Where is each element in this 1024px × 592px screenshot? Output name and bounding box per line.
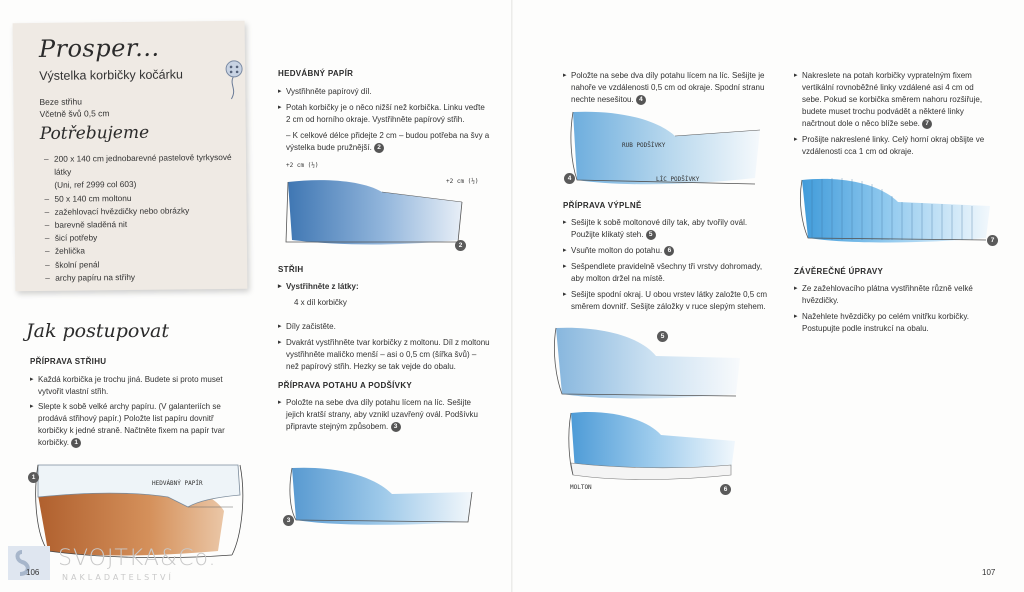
step-number: 5 xyxy=(646,230,656,240)
figure-number: 6 xyxy=(720,484,731,495)
section-heading: PŘÍPRAVA VÝPLNĚ xyxy=(563,201,642,210)
section-heading: STŘIH xyxy=(278,265,304,274)
figure-label: RUB PODŠÍVKY xyxy=(622,142,666,149)
list-item: – zažehlovací hvězdičky nebo obrázky xyxy=(45,204,245,219)
figure-number: 4 xyxy=(564,173,575,184)
bullet-text: ▸ Potah korbičky je o něco nižší než korbička. Linku veďte 2 cm od horního okraje. Vystřihněte papírový střih. xyxy=(278,102,490,126)
bullet-copy: Položte na sebe dva díly potahu lícem na líc. Sešijte je nahoře ve vzdálenosti 0,5 cm od okraje. Spodní stranu nechte nesešitou. xyxy=(571,71,765,104)
bullet-text: ▸ Každá korbička je trochu jiná. Budete si proto muset vytvořit vlastní střih. xyxy=(30,374,235,398)
seam-note: Včetně švů 0,5 cm xyxy=(39,108,110,119)
figure-molton-inserted xyxy=(565,405,745,487)
bullet-copy: Slepte k sobě velké archy papíru. (V galanteriích se prodává střihový papír.) Položte list papíru dovnitř korbičky k jedné straně. Načtněte fixem na papír tvar korbičky. xyxy=(38,402,225,447)
figure-molton-oval xyxy=(550,322,750,402)
page-fold xyxy=(511,0,513,592)
bullet-text: ▸ Vystřihněte z látky: xyxy=(278,281,490,293)
figure-pattern-outline xyxy=(282,168,472,252)
figure-label: LÍC PODŠÍVKY xyxy=(656,176,700,183)
instruction-block xyxy=(278,281,490,373)
page-number-right: 107 xyxy=(982,568,996,577)
list-item: – žehlička xyxy=(45,243,245,258)
bullet-text: ▸ Dvakrát vystřihněte tvar korbičky z moltonu. Díl z moltonu vystřihněte maličko menší – asi o 0,5 cm (šířka švů) – než papírový střih. Hezky se tak vejde do obalu. xyxy=(278,337,490,373)
list-item: – šicí potřeby xyxy=(45,230,245,245)
bullet-text: ▸ Vystřihněte papírový díl. xyxy=(278,86,490,98)
figure-label: MOLTON xyxy=(570,484,592,491)
instruction-block xyxy=(794,70,994,158)
instruction-block xyxy=(278,86,490,154)
bullet-text: ▸ Prošijte nakreslené linky. Celý horní okraj obšijte ve vzdálenosti cca 1 cm od okraje. xyxy=(794,134,994,158)
figure-number: 2 xyxy=(455,240,466,251)
materials-list xyxy=(44,151,245,285)
list-item: – barevně sladěná nit xyxy=(45,217,245,232)
section-heading: PŘÍPRAVA POTAHU A PODŠÍVKY xyxy=(278,381,413,390)
sub-item: 4 x díl korbičky xyxy=(294,298,347,307)
bullet-copy: Nakreslete na potah korbičky vypratelným fixem vertikální rovnoběžné linky vzdálené asi 4 cm od sebe. Pokud se korbička směrem nahoru rozšiřuje, budete muset trochu podvádět a některé linky načrtnout dole o něco blíže sebe. xyxy=(802,71,983,128)
bullet-text: ▸ Díly začistěte. xyxy=(278,321,490,333)
figure-number: 7 xyxy=(987,235,998,246)
step-number: 7 xyxy=(922,119,932,129)
bullet-text xyxy=(794,70,994,130)
section-heading: HEDVÁBNÝ PAPÍR xyxy=(278,69,354,78)
bullet-text: ▸ Sešijte spodní okraj. U obou vrstev látky založte 0,5 cm směrem dovnitř. Sešijte záložky v ruce slepým stehem. xyxy=(563,289,768,313)
bullet-text xyxy=(30,401,235,449)
step-number: 2 xyxy=(374,143,384,153)
sub-note xyxy=(278,130,490,154)
bullet-text xyxy=(278,397,490,433)
instructions-heading: Jak postupovat xyxy=(26,320,170,342)
figure-number: 3 xyxy=(283,515,294,526)
page-number-left: 106 xyxy=(26,568,40,577)
section-heading: PŘÍPRAVA STŘIHU xyxy=(30,357,107,366)
instruction-block xyxy=(563,217,768,313)
materials-heading: Potřebujeme xyxy=(39,122,150,144)
project-subtitle: Výstelka korbičky kočárku xyxy=(39,67,184,83)
list-item: – školní penál xyxy=(45,256,245,271)
bullet-text: ▸ Ze zažehlovacího plátna vystřihněte různě velké hvězdičky. xyxy=(794,283,994,307)
bullet-copy: Vsuňte molton do potahu. xyxy=(571,246,663,255)
instruction-paragraph xyxy=(30,374,235,398)
step-number: 6 xyxy=(664,246,674,256)
figure-label: HEDVÁBNÝ PAPÍR xyxy=(152,480,203,487)
bullet-copy: Sešijte k sobě moltonové díly tak, aby tvořily ovál. Použijte klikatý steh. xyxy=(571,218,748,239)
bullet-text: ▸ Nažehlete hvězdičky po celém vnitřku korbičky. Postupujte podle instrukcí na obalu. xyxy=(794,311,994,335)
step-number: 1 xyxy=(71,438,81,448)
section-heading: ZÁVĚREČNÉ ÚPRAVY xyxy=(794,267,884,276)
list-item: – 200 x 140 cm jednobarevné pastelově tyrkysové látky xyxy=(44,151,244,179)
figure-quilted-lining xyxy=(798,172,998,250)
figure-label: +2 cm (½) xyxy=(286,162,319,169)
bullet-copy: Položte na sebe dva díly potahu lícem na líc. Sešijte jejich kratší strany, aby vznikl uzavřený ovál. Podšívku připravte stejným způsobem. xyxy=(286,398,478,431)
bullet-text xyxy=(563,245,768,257)
note-copy: – K celkové délce přidejte 2 cm – budou potřeba na švy a výstelka bude pružnější. xyxy=(286,131,490,152)
list-item: – archy papíru na střihy xyxy=(45,270,245,285)
figure-number: 5 xyxy=(657,331,668,342)
instruction-block xyxy=(278,397,490,433)
project-title: Prosper... xyxy=(38,33,160,63)
publisher-subtitle: NAKLADATELSTVÍ xyxy=(62,573,174,582)
materials-card xyxy=(13,21,248,291)
bullet-text xyxy=(563,70,768,106)
publisher-name: SVOJTKA&Co. xyxy=(58,546,217,571)
publisher-logo-icon xyxy=(8,546,54,584)
figure-sewn-cover xyxy=(282,460,487,530)
figure-label: +2 cm (½) xyxy=(446,178,479,185)
instruction-paragraph xyxy=(30,401,235,449)
list-item: – 50 x 140 cm moltonu xyxy=(44,190,244,205)
step-number: 3 xyxy=(391,422,401,432)
step-number: 4 xyxy=(636,95,646,105)
sewing-button-icon xyxy=(223,59,245,101)
figure-number: 1 xyxy=(28,472,39,483)
instruction-block xyxy=(794,283,994,335)
bullet-text: ▸ Sešpendlete pravidelně všechny tři vrstvy dohromady, aby molton držel na místě. xyxy=(563,261,768,285)
list-item: (Uni, ref 2999 col 603) xyxy=(54,179,137,191)
instruction-block xyxy=(563,70,768,106)
pattern-note: Beze střihu xyxy=(39,96,83,107)
bullet-text xyxy=(563,217,768,241)
